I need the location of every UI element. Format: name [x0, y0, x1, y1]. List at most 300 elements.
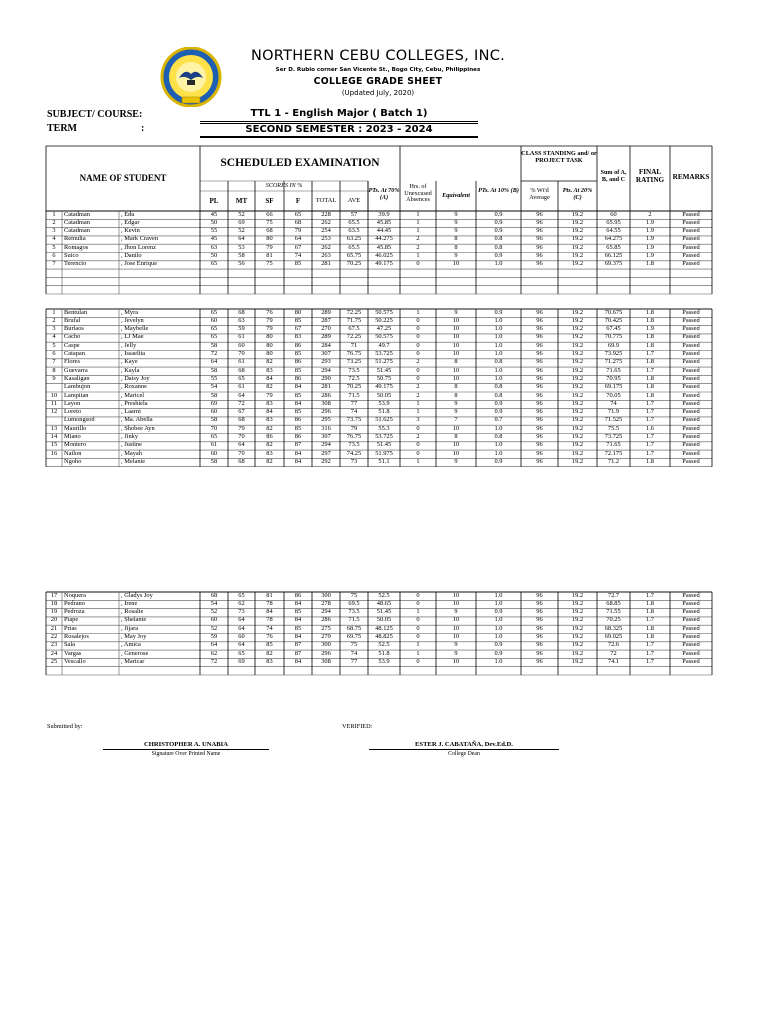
- cell-unexcused-hours: 0: [416, 633, 420, 640]
- cell-pts-20: 19.2: [571, 358, 584, 366]
- cell-sum-abc: 70.775: [604, 333, 623, 341]
- cell-average: 70.25: [346, 383, 362, 391]
- cell-first-name: , Maricar: [121, 657, 145, 665]
- cell-final-rating: 1.8: [646, 633, 654, 640]
- cell-average: 65.5: [348, 243, 360, 251]
- cell-average: 75: [350, 591, 358, 599]
- cell-first-name: , Irene: [121, 599, 138, 607]
- cell-wtd-average: 96: [536, 599, 543, 607]
- cell-surname: Miano: [64, 433, 81, 440]
- cell-first-name: , Daisy Joy: [121, 374, 150, 382]
- cell-total: 228: [321, 210, 331, 218]
- header-sum-abc: Sum of A, B, and C: [600, 169, 627, 183]
- header-final-rating: FINAL RATING: [635, 168, 665, 184]
- cell-first-name: , Melanie: [121, 457, 146, 465]
- cell-equivalent: 10: [452, 449, 460, 457]
- cell-remarks: Passed: [682, 408, 700, 416]
- cell-sum-abc: 75.5: [607, 424, 620, 432]
- cell-pts-20: 19.2: [571, 616, 584, 624]
- cell-row-number: 6: [52, 350, 56, 357]
- cell-row-number: 17: [50, 591, 58, 599]
- cell-sum-abc: 69.9: [607, 341, 620, 349]
- cell-remarks: Passed: [682, 333, 700, 341]
- cell-unexcused-hours: 0: [416, 325, 420, 333]
- cell-unexcused-hours: 2: [416, 391, 420, 399]
- cell-wtd-average: 96: [536, 243, 543, 251]
- cell-pts-20: 19.2: [571, 341, 584, 349]
- cell-equivalent: 10: [452, 366, 460, 374]
- cell-mt-score: 68: [238, 366, 245, 374]
- cell-first-name: , Mark Craven: [121, 235, 159, 243]
- cell-mt-score: 70: [238, 350, 245, 357]
- cell-equivalent: 10: [452, 374, 460, 382]
- cell-row-number: 13: [50, 424, 58, 432]
- cell-wtd-average: 96: [536, 252, 543, 259]
- cell-remarks: Passed: [682, 633, 700, 640]
- cell-unexcused-hours: 0: [416, 341, 420, 349]
- cell-pts-70: 51.625: [375, 416, 393, 424]
- cell-equivalent: 10: [452, 633, 460, 640]
- cell-wtd-average: 96: [536, 633, 543, 640]
- cell-pts-70: 55.3: [378, 424, 390, 432]
- cell-pts-70: 44.275: [375, 235, 393, 243]
- cell-pts-20: 19.2: [571, 260, 584, 268]
- cell-mt-score: 52: [238, 227, 245, 235]
- cell-equivalent: 9: [454, 227, 458, 235]
- cell-f-score: 86: [294, 341, 302, 349]
- cell-f-score: 84: [294, 383, 302, 391]
- cell-remarks: Passed: [682, 325, 700, 333]
- cell-final-rating: 1.7: [646, 441, 654, 449]
- cell-wtd-average: 96: [536, 457, 543, 465]
- cell-mt-score: 68: [238, 416, 245, 424]
- cell-total: 307: [321, 433, 331, 440]
- cell-remarks: Passed: [682, 316, 700, 324]
- cell-wtd-average: 96: [536, 391, 543, 399]
- cell-total: 262: [321, 243, 331, 251]
- cell-mt-score: 72: [238, 399, 245, 407]
- cell-first-name: , Edu: [121, 210, 135, 218]
- term-label: TERM: [47, 123, 77, 134]
- cell-sf-score: 79: [266, 316, 273, 324]
- cell-average: 72.25: [346, 308, 362, 316]
- cell-sf-score: 83: [266, 449, 273, 457]
- cell-remarks: Passed: [682, 599, 700, 607]
- cell-sf-score: 86: [266, 433, 273, 440]
- cell-mt-score: 61: [238, 333, 245, 341]
- cell-pl-score: 64: [210, 358, 218, 366]
- cell-pl-score: 60: [210, 616, 218, 624]
- cell-total: 300: [321, 641, 331, 649]
- cell-pts-20: 19.2: [571, 633, 584, 640]
- cell-wtd-average: 96: [536, 383, 543, 391]
- cell-sf-score: 80: [266, 341, 273, 349]
- cell-pl-score: 65: [210, 308, 218, 316]
- cell-wtd-average: 96: [536, 649, 543, 657]
- cell-first-name: , Maybelle: [121, 325, 149, 333]
- cell-unexcused-hours: 0: [416, 366, 420, 374]
- cell-sum-abc: 70.675: [604, 308, 623, 316]
- cell-pts-10: 0.8: [494, 235, 503, 243]
- cell-pts-10: 0.9: [494, 210, 503, 218]
- cell-sum-abc: 74: [610, 399, 617, 407]
- cell-mt-score: 60: [238, 633, 245, 640]
- cell-sf-score: 84: [266, 408, 273, 416]
- cell-remarks: Passed: [682, 608, 700, 616]
- cell-final-rating: 1.7: [646, 449, 654, 457]
- cell-unexcused-hours: 1: [416, 457, 420, 465]
- cell-pts-70: 50.575: [375, 308, 393, 316]
- cell-pts-70: 48.65: [376, 599, 392, 607]
- cell-remarks: Passed: [682, 657, 700, 665]
- cell-sf-score: 66: [266, 210, 273, 218]
- cell-row-number: 4: [52, 235, 56, 243]
- cell-sf-score: 84: [266, 608, 273, 616]
- cell-f-score: 67: [294, 243, 302, 251]
- cell-mt-score: 64: [238, 391, 245, 399]
- cell-remarks: Passed: [682, 252, 700, 259]
- cell-equivalent: 10: [452, 616, 460, 624]
- cell-pts-70: 49.175: [375, 383, 393, 391]
- cell-remarks: Passed: [682, 416, 700, 424]
- cell-final-rating: 1.7: [646, 408, 654, 416]
- cell-final-rating: 1.7: [646, 657, 654, 665]
- header-scores-in: SCORES IN %: [265, 182, 303, 189]
- cell-pts-20: 19.2: [571, 391, 584, 399]
- cell-sf-score: 82: [266, 457, 273, 465]
- cell-pts-70: 47.25: [376, 325, 392, 333]
- cell-sum-abc: 72.6: [607, 641, 620, 649]
- cell-sum-abc: 70.25: [606, 616, 621, 624]
- cell-total: 286: [321, 391, 331, 399]
- cell-sf-score: 79: [266, 325, 273, 333]
- cell-average: 71.75: [346, 316, 362, 324]
- cell-pts-10: 1.0: [494, 374, 503, 382]
- cell-total: 308: [321, 657, 331, 665]
- cell-wtd-average: 96: [536, 424, 543, 432]
- cell-pts-70: 44.45: [376, 227, 392, 235]
- cell-pl-score: 61: [210, 441, 218, 449]
- cell-pts-70: 50.575: [375, 333, 393, 341]
- college-name: NORTHERN CEBU COLLEGES, INC.: [250, 48, 506, 64]
- cell-sum-abc: 70.05: [606, 391, 621, 399]
- cell-pl-score: 58: [210, 366, 218, 374]
- cell-pts-70: 53.9: [378, 657, 390, 665]
- cell-mt-score: 67: [238, 408, 245, 416]
- cell-f-score: 65: [294, 210, 302, 218]
- header-sf: SF: [265, 197, 274, 205]
- cell-surname: Noquera: [64, 591, 87, 599]
- cell-remarks: Passed: [682, 341, 700, 349]
- cell-pl-score: 60: [210, 316, 218, 324]
- cell-surname: Vargas: [64, 649, 82, 657]
- cell-pts-70: 51.45: [376, 366, 392, 374]
- cell-final-rating: 1.7: [646, 591, 654, 599]
- verifier-caption: College Dean: [448, 751, 480, 757]
- cell-remarks: Passed: [682, 591, 700, 599]
- cell-pts-10: 0.9: [494, 408, 503, 416]
- cell-average: 73.5: [348, 608, 360, 616]
- cell-wtd-average: 96: [536, 341, 543, 349]
- cell-surname: Remulta: [64, 235, 86, 243]
- cell-pts-70: 48.125: [375, 624, 393, 632]
- cell-surname: Lambujon: [64, 383, 91, 391]
- cell-wtd-average: 96: [536, 657, 543, 665]
- cell-sum-abc: 69.025: [604, 633, 623, 640]
- cell-first-name: , Ma. Abella: [121, 416, 153, 424]
- cell-sum-abc: 71.275: [604, 358, 623, 366]
- cell-average: 70.25: [346, 260, 362, 268]
- cell-equivalent: 10: [452, 424, 460, 432]
- cell-f-score: 85: [294, 391, 302, 399]
- cell-unexcused-hours: 1: [416, 218, 420, 226]
- verifier-name: ESTER J. CABATAÑA, Dev.Ed.D.: [369, 741, 559, 750]
- cell-pts-20: 19.2: [571, 657, 584, 665]
- cell-pl-score: 50: [210, 252, 218, 259]
- cell-pts-20: 19.2: [571, 350, 584, 357]
- cell-total: 293: [321, 358, 331, 366]
- cell-pts-70: 51.1: [378, 457, 390, 465]
- cell-unexcused-hours: 2: [416, 358, 420, 366]
- cell-sf-score: 80: [266, 235, 273, 243]
- cell-sum-abc: 71.525: [604, 416, 623, 424]
- cell-surname: Piape: [64, 616, 79, 624]
- cell-mt-score: 61: [238, 358, 245, 366]
- cell-sf-score: 84: [266, 374, 273, 382]
- cell-f-score: 85: [294, 366, 302, 374]
- cell-pts-10: 0.7: [494, 416, 503, 424]
- college-address: Ser D. Rubio corner San Vicente St., Bogo City, Cebu, Philippines: [275, 67, 481, 73]
- cell-mt-score: 64: [238, 616, 245, 624]
- cell-pts-10: 1.0: [494, 260, 503, 268]
- cell-pts-10: 1.0: [494, 350, 503, 357]
- cell-pl-score: 45: [210, 235, 218, 243]
- cell-final-rating: 1.8: [646, 457, 654, 465]
- cell-unexcused-hours: 1: [416, 641, 420, 649]
- cell-total: 281: [321, 260, 331, 268]
- cell-total: 286: [321, 616, 331, 624]
- updated-note: (Updated July, 2020): [341, 89, 415, 97]
- cell-final-rating: 1.8: [646, 316, 654, 324]
- cell-remarks: Passed: [682, 649, 700, 657]
- cell-sf-score: 81: [266, 252, 273, 259]
- cell-pl-score: 50: [210, 218, 218, 226]
- cell-row-number: 2: [52, 218, 56, 226]
- cell-unexcused-hours: 1: [416, 608, 420, 616]
- cell-surname: Catadman: [64, 218, 90, 226]
- cell-first-name: , Kayla: [121, 366, 140, 374]
- cell-equivalent: 9: [454, 218, 458, 226]
- cell-final-rating: 1.9: [646, 325, 654, 333]
- cell-first-name: , Danilo: [121, 252, 142, 259]
- cell-pl-score: 58: [210, 391, 218, 399]
- cell-sum-abc: 69.175: [604, 383, 623, 391]
- cell-f-score: 87: [294, 641, 302, 649]
- cell-average: 68.75: [346, 624, 362, 632]
- cell-pl-score: 60: [210, 408, 218, 416]
- cell-average: 77: [350, 399, 358, 407]
- cell-mt-score: 68: [238, 457, 245, 465]
- cell-pts-10: 1.0: [494, 624, 503, 632]
- cell-row-number: 25: [50, 657, 58, 665]
- cell-pl-score: 60: [210, 449, 218, 457]
- cell-sf-score: 85: [266, 641, 273, 649]
- cell-sum-abc: 72: [610, 649, 617, 657]
- cell-total: 281: [321, 383, 331, 391]
- cell-unexcused-hours: 0: [416, 441, 420, 449]
- cell-remarks: Passed: [682, 243, 700, 251]
- cell-surname: Flores: [64, 358, 80, 366]
- cell-row-number: 8: [52, 366, 56, 374]
- cell-pts-10: 1.0: [494, 599, 503, 607]
- cell-f-score: 79: [294, 227, 302, 235]
- cell-f-score: 85: [294, 424, 302, 432]
- cell-unexcused-hours: 0: [416, 616, 420, 624]
- cell-final-rating: 1.8: [646, 624, 654, 632]
- cell-f-score: 86: [294, 374, 302, 382]
- cell-sum-abc: 65.85: [606, 243, 621, 251]
- cell-total: 295: [321, 416, 331, 424]
- cell-f-score: 80: [294, 308, 302, 316]
- cell-remarks: Passed: [682, 218, 700, 226]
- cell-pts-20: 19.2: [571, 308, 584, 316]
- cell-average: 63.5: [348, 227, 360, 235]
- cell-average: 67.5: [348, 325, 360, 333]
- cell-pts-10: 1.0: [494, 591, 503, 599]
- cell-pts-70: 45.85: [376, 218, 392, 226]
- cell-total: 253: [321, 235, 331, 243]
- cell-row-number: 5: [52, 243, 56, 251]
- cell-remarks: Passed: [682, 227, 700, 235]
- cell-pl-score: 58: [210, 341, 218, 349]
- verified-label: VERIFIED:: [342, 723, 373, 730]
- cell-final-rating: 1.7: [646, 399, 654, 407]
- cell-average: 63.25: [346, 235, 362, 243]
- cell-sf-score: 79: [266, 391, 273, 399]
- cell-final-rating: 1.7: [646, 616, 654, 624]
- cell-pl-score: 65: [210, 433, 218, 440]
- cell-mt-score: 70: [238, 433, 245, 440]
- cell-sum-abc: 74.1: [607, 657, 620, 665]
- cell-pts-10: 0.8: [494, 358, 503, 366]
- cell-mt-score: 69: [238, 218, 245, 226]
- cell-first-name: , Jevelyn: [121, 316, 144, 324]
- header-scheduled-exam: SCHEDULED EXAMINATION: [220, 157, 380, 169]
- cell-mt-score: 65: [238, 374, 245, 382]
- cell-wtd-average: 96: [536, 350, 543, 357]
- cell-pts-70: 51.975: [375, 449, 393, 457]
- cell-mt-score: 58: [238, 252, 245, 259]
- cell-mt-score: 64: [238, 624, 245, 632]
- cell-average: 74: [350, 649, 358, 657]
- cell-pl-score: 65: [210, 325, 218, 333]
- cell-unexcused-hours: 1: [416, 649, 420, 657]
- cell-unexcused-hours: 0: [416, 657, 420, 665]
- cell-sf-score: 74: [266, 624, 273, 632]
- cell-wtd-average: 96: [536, 325, 543, 333]
- cell-pts-20: 19.2: [571, 374, 584, 382]
- cell-average: 73.25: [346, 358, 362, 366]
- cell-sf-score: 82: [266, 383, 273, 391]
- cell-average: 65.75: [346, 252, 362, 259]
- cell-mt-score: 56: [238, 260, 245, 268]
- cell-sum-abc: 69.375: [604, 260, 623, 268]
- cell-pts-70: 51.275: [375, 358, 393, 366]
- cell-equivalent: 10: [452, 333, 460, 341]
- cell-first-name: , Edgar: [121, 218, 140, 226]
- cell-first-name: , Generose: [121, 649, 149, 657]
- cell-pts-20: 19.2: [571, 424, 584, 432]
- cell-remarks: Passed: [682, 424, 700, 432]
- cell-pts-70: 51.8: [378, 408, 390, 416]
- cell-pl-score: 72: [210, 350, 218, 357]
- cell-final-rating: 1.9: [646, 235, 654, 243]
- cell-pts-10: 0.9: [494, 308, 503, 316]
- cell-surname: Vescallo: [64, 657, 86, 665]
- cell-final-rating: 1.9: [646, 227, 654, 235]
- cell-wtd-average: 96: [536, 608, 543, 616]
- header-f: F: [295, 197, 301, 205]
- submitter-name: CHRISTOPHER A. UNABIA: [103, 741, 269, 750]
- cell-sum-abc: 73.925: [604, 350, 623, 357]
- cell-first-name: , Shobee Ayn: [121, 424, 155, 432]
- cell-pts-20: 19.2: [571, 210, 584, 218]
- cell-wtd-average: 96: [536, 316, 543, 324]
- cell-unexcused-hours: 2: [416, 235, 420, 243]
- cell-row-number: 18: [50, 599, 58, 607]
- cell-unexcused-hours: 1: [416, 252, 420, 259]
- cell-final-rating: 1.6: [646, 424, 654, 432]
- cell-pts-20: 19.2: [571, 325, 584, 333]
- cell-surname: Lumongsod: [64, 416, 95, 424]
- cell-f-score: 85: [294, 316, 302, 324]
- cell-pts-20: 19.2: [571, 383, 584, 391]
- cell-equivalent: 9: [454, 608, 458, 616]
- cell-pts-20: 19.2: [571, 366, 584, 374]
- cell-equivalent: 9: [454, 408, 458, 416]
- cell-pts-10: 0.9: [494, 218, 503, 226]
- cell-equivalent: 9: [454, 641, 458, 649]
- cell-equivalent: 8: [454, 235, 458, 243]
- cell-mt-score: 60: [238, 341, 245, 349]
- cell-average: 74: [350, 408, 358, 416]
- cell-average: 76.75: [346, 350, 362, 357]
- cell-sum-abc: 70.425: [604, 316, 623, 324]
- cell-pts-10: 1.0: [494, 366, 503, 374]
- cell-remarks: Passed: [682, 441, 700, 449]
- cell-pl-score: 62: [210, 649, 218, 657]
- cell-f-score: 84: [294, 616, 302, 624]
- cell-pts-10: 1.0: [494, 633, 503, 640]
- cell-final-rating: 1.7: [646, 366, 654, 374]
- cell-final-rating: 2: [648, 210, 652, 218]
- cell-pts-10: 1.0: [494, 333, 503, 341]
- cell-first-name: , Gladys Joy: [121, 591, 153, 599]
- cell-pts-20: 19.2: [571, 408, 584, 416]
- cell-first-name: , Issaelita: [121, 350, 146, 357]
- cell-pts-10: 0.9: [494, 227, 503, 235]
- cell-unexcused-hours: 0: [416, 591, 420, 599]
- cell-remarks: Passed: [682, 383, 700, 391]
- cell-total: 308: [321, 399, 331, 407]
- cell-total: 290: [321, 374, 331, 382]
- cell-average: 74.25: [346, 449, 362, 457]
- cell-sum-abc: 71.65: [606, 366, 621, 374]
- cell-sf-score: 80: [266, 350, 273, 357]
- header-mt: MT: [235, 197, 248, 205]
- cell-row-number: 4: [52, 333, 56, 341]
- cell-total: 275: [321, 624, 331, 632]
